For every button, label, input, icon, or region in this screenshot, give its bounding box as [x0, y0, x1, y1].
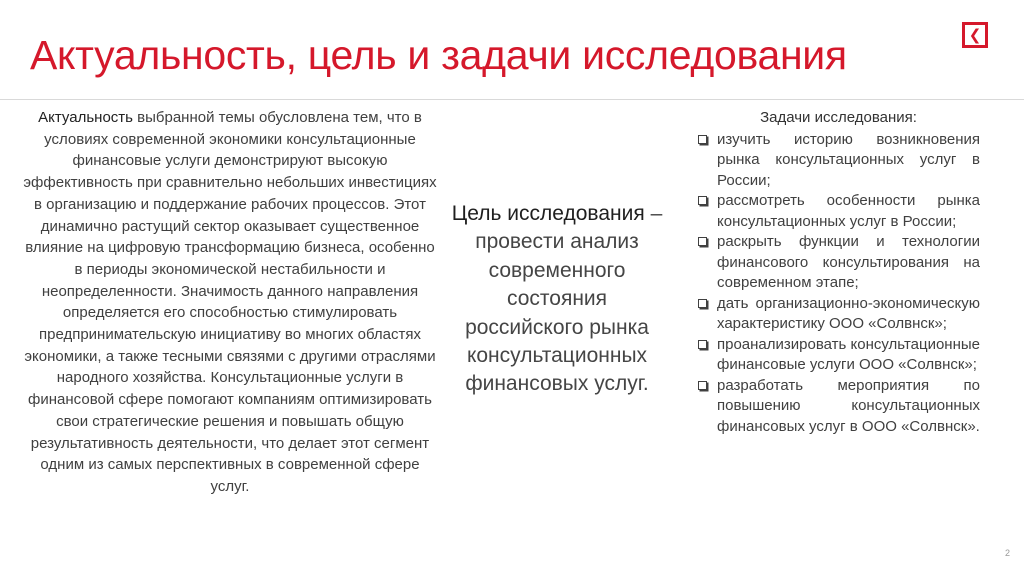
tasks-list: [697, 130, 980, 438]
task-text: разработать мероприятия по повышению консультационных финансовых услуг в ООО «Солвнск».: [717, 376, 980, 435]
tasks-title: Задачи исследования:: [760, 109, 917, 126]
task-item: [697, 191, 980, 232]
checkbox-bullet-icon: [698, 340, 707, 349]
checkbox-bullet-icon: [698, 135, 707, 144]
task-text: раскрыть функции и технологии финансового консультирования на современном этапе;: [717, 233, 980, 291]
task-item: [697, 335, 980, 376]
task-item: [697, 130, 980, 192]
page-title: Актуальность, цель и задачи исследования: [30, 32, 847, 78]
relevance-lead: Актуальность: [38, 109, 133, 126]
goal-text: – провести анализ современного состояния российского рынка консультационных финансовых услуг.: [465, 202, 663, 396]
checkbox-bullet-icon: [698, 381, 707, 390]
task-text: дать организационно-экономическую характеристику ООО «Солвнск»;: [717, 294, 980, 332]
goal-paragraph: [448, 200, 666, 399]
goal-heading: Цель исследования: [451, 202, 645, 225]
back-arrow-icon: ❮: [968, 26, 982, 44]
relevance-text: выбранной темы обусловлена тем, что в условиях современной экономики консультационные финансовые услуги демонстрируют высокую эффективность при сравнительно небольших инвестициях в организацию и поддержание рабочих процессов. Этот динамично растущий сектор оказывает существенное влияние на цифровую трансформацию бизнеса, особенно в периоды экономической нестабильности и неопределенности. Значимость данного направления определяется его способностью стимулировать предпринимательскую инициативу во многих областях экономики, а также тесными связями с другими отраслями народного хозяйства. Консультационные услуги в финансовой сфере помогают компаниям оптимизировать свои стратегические решения и повышать общую результативность деятельности, что делает этот сегмент одним из самых перспективных в современной сфере услуг.: [23, 109, 437, 495]
tasks-section: [697, 108, 980, 437]
title-divider: [0, 99, 1024, 100]
checkbox-bullet-icon: [698, 196, 707, 205]
relevance-paragraph: [20, 107, 440, 498]
back-button[interactable]: [962, 22, 988, 48]
task-item: [697, 232, 980, 294]
task-item: [697, 294, 980, 335]
page-number: 2: [1004, 548, 1010, 558]
task-text: проанализировать консультационные финансовые услуги ООО «Солвнск»;: [717, 335, 980, 373]
task-text: рассмотреть особенности рынка консультационных услуг в России;: [717, 192, 980, 230]
task-item: [697, 376, 980, 438]
checkbox-bullet-icon: [698, 299, 707, 308]
checkbox-bullet-icon: [698, 237, 707, 246]
task-text: изучить историю возникновения рынка консультационных услуг в России;: [717, 130, 980, 189]
